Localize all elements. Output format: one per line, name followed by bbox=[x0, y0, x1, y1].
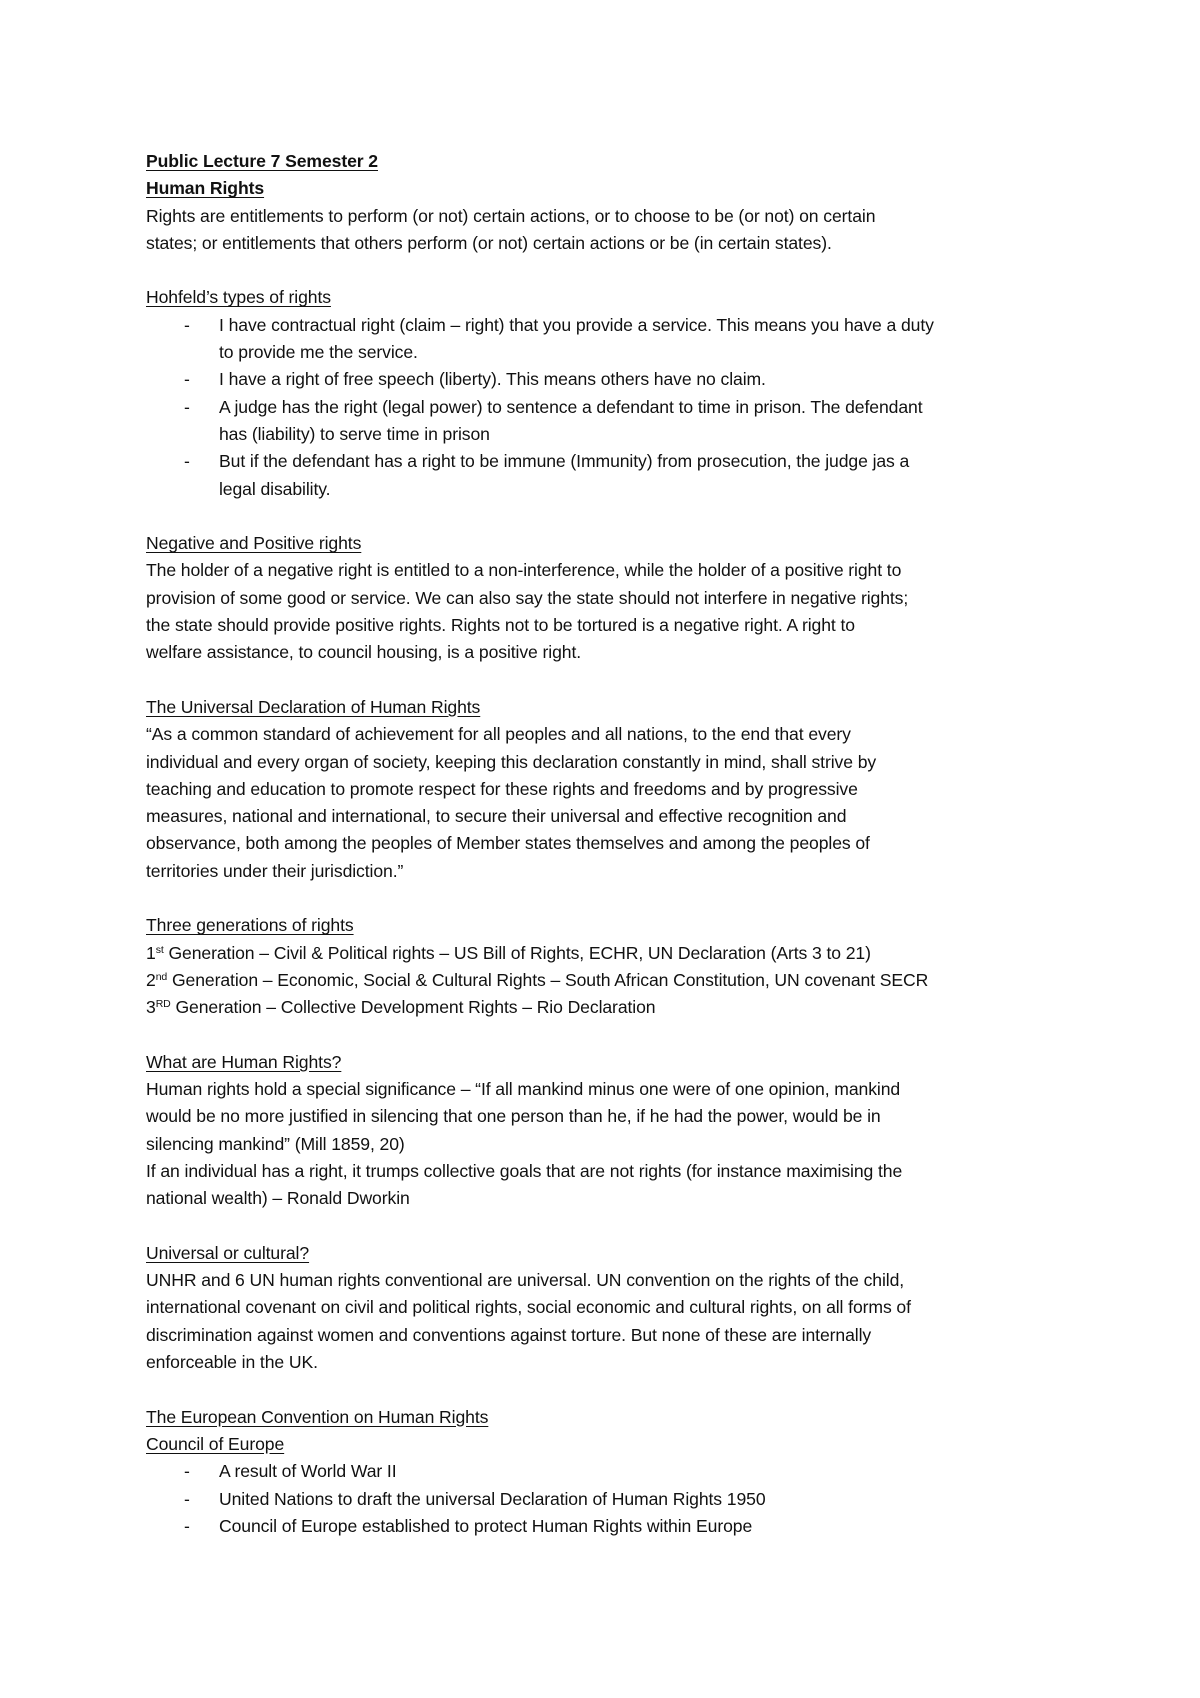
quote-line: observance, both among the peoples of Member states themselves and among the peoples of bbox=[146, 833, 870, 854]
list-item bbox=[146, 1458, 1086, 1485]
list-item bbox=[146, 1486, 1086, 1513]
paragraph-line: national wealth) – Ronald Dworkin bbox=[146, 1188, 410, 1209]
spacer bbox=[146, 885, 1086, 912]
generation-row bbox=[146, 940, 1086, 967]
spacer bbox=[146, 257, 1086, 284]
generation-ordinal: st bbox=[155, 943, 164, 956]
subheading-council: Council of Europe bbox=[146, 1433, 285, 1454]
paragraph-line: would be no more justified in silencing that one person than he, if he had the power, would be in bbox=[146, 1106, 881, 1127]
spacer bbox=[146, 1213, 1086, 1240]
generation-ordinal: nd bbox=[155, 970, 168, 983]
quote-line: individual and every organ of society, keeping this declaration constantly in mind, shall strive by bbox=[146, 751, 877, 772]
list-item bbox=[146, 312, 1086, 367]
intro-line: states; or entitlements that others perform (or not) certain actions or be (in certain states). bbox=[146, 232, 832, 253]
section-heading-echr: The European Convention on Human Rights bbox=[146, 1406, 489, 1427]
section-heading-what: What are Human Rights? bbox=[146, 1051, 342, 1072]
quote-line: measures, national and international, to secure their universal and effective recognition and bbox=[146, 806, 847, 827]
section-heading-hohfeld: Hohfeld’s types of rights bbox=[146, 287, 331, 308]
hohfeld-list bbox=[146, 312, 1086, 503]
section-heading-generations: Three generations of rights bbox=[146, 915, 354, 936]
list-item-line: legal disability. bbox=[219, 478, 331, 499]
paragraph-line: enforceable in the UK. bbox=[146, 1352, 318, 1373]
page-title: Public Lecture 7 Semester 2 bbox=[146, 151, 378, 171]
spacer bbox=[146, 1022, 1086, 1049]
list-item bbox=[146, 394, 1086, 449]
list-item-line: I have contractual right (claim – right) that you provide a service. This means you have a duty bbox=[219, 314, 934, 335]
generation-text: Generation – Collective Development Rights – Rio Declaration bbox=[170, 997, 656, 1018]
section-heading-udhr: The Universal Declaration of Human Rights bbox=[146, 696, 481, 717]
dash-bullet: - bbox=[184, 1461, 190, 1482]
paragraph-line: welfare assistance, to council housing, is a positive right. bbox=[146, 642, 582, 663]
paragraph-line: provision of some good or service. We can also say the state should not interfere in negative rights; bbox=[146, 587, 909, 608]
document-body bbox=[146, 148, 1086, 1540]
quote-line: teaching and education to promote respect for these rights and freedoms and by progressive bbox=[146, 778, 858, 799]
spacer bbox=[146, 1376, 1086, 1403]
dash-bullet: - bbox=[184, 396, 190, 417]
list-item bbox=[146, 1513, 1086, 1540]
dash-bullet: - bbox=[184, 314, 190, 335]
echr-list bbox=[146, 1458, 1086, 1540]
list-item-line: has (liability) to serve time in prison bbox=[219, 423, 490, 444]
dash-bullet: - bbox=[184, 1488, 190, 1509]
paragraph-line: silencing mankind” (Mill 1859, 20) bbox=[146, 1133, 405, 1154]
intro-line: Rights are entitlements to perform (or not) certain actions, or to choose to be (or not) on certain bbox=[146, 205, 876, 226]
generation-number: 3 bbox=[146, 997, 156, 1018]
list-item bbox=[146, 366, 1086, 393]
paragraph-line: discrimination against women and conventions against torture. But none of these are internally bbox=[146, 1324, 872, 1345]
list-item-line: to provide me the service. bbox=[219, 342, 418, 363]
dash-bullet: - bbox=[184, 1515, 190, 1536]
paragraph-line: If an individual has a right, it trumps collective goals that are not rights (for instance maximising the bbox=[146, 1160, 903, 1181]
generation-ordinal: RD bbox=[155, 998, 171, 1011]
list-item-line: I have a right of free speech (liberty). This means others have no claim. bbox=[219, 369, 766, 390]
dash-bullet: - bbox=[184, 451, 190, 472]
list-item-line: A judge has the right (legal power) to sentence a defendant to time in prison. The defendant bbox=[219, 396, 923, 417]
generation-number: 2 bbox=[146, 969, 156, 990]
list-item-line: But if the defendant has a right to be immune (Immunity) from prosecution, the judge jas a bbox=[219, 451, 910, 472]
dash-bullet: - bbox=[184, 369, 190, 390]
quote-line: territories under their jurisdiction.” bbox=[146, 860, 404, 881]
paragraph-line: Human rights hold a special significance – “If all mankind minus one were of one opinion, mankind bbox=[146, 1079, 901, 1100]
section-heading-universal: Universal or cultural? bbox=[146, 1242, 310, 1263]
paragraph-line: UNHR and 6 UN human rights conventional are universal. UN convention on the rights of the child, bbox=[146, 1270, 905, 1291]
spacer bbox=[146, 503, 1086, 530]
list-item-line: Council of Europe established to protect Human Rights within Europe bbox=[219, 1515, 753, 1536]
section-heading-negpos: Negative and Positive rights bbox=[146, 533, 362, 554]
page-subtitle: Human Rights bbox=[146, 178, 265, 199]
generation-text: Generation – Economic, Social & Cultural Rights – South African Constitution, UN covenant SECR bbox=[167, 969, 929, 990]
paragraph-line: The holder of a negative right is entitled to a non-interference, while the holder of a positive right to bbox=[146, 560, 902, 581]
list-item-line: United Nations to draft the universal Declaration of Human Rights 1950 bbox=[219, 1488, 766, 1509]
list-item bbox=[146, 448, 1086, 503]
spacer bbox=[146, 667, 1086, 694]
paragraph-line: the state should provide positive rights. Rights not to be tortured is a negative right. A right to bbox=[146, 615, 855, 636]
generation-row bbox=[146, 967, 1086, 994]
generation-number: 1 bbox=[146, 942, 156, 963]
paragraph-line: international covenant on civil and political rights, social economic and cultural rights, on all forms of bbox=[146, 1297, 911, 1318]
generation-row bbox=[146, 994, 1086, 1021]
quote-line: “As a common standard of achievement for all peoples and all nations, to the end that every bbox=[146, 724, 851, 745]
list-item-line: A result of World War II bbox=[219, 1461, 397, 1482]
generation-text: Generation – Civil & Political rights – US Bill of Rights, ECHR, UN Declaration (Arts 3 to 21) bbox=[163, 942, 871, 963]
